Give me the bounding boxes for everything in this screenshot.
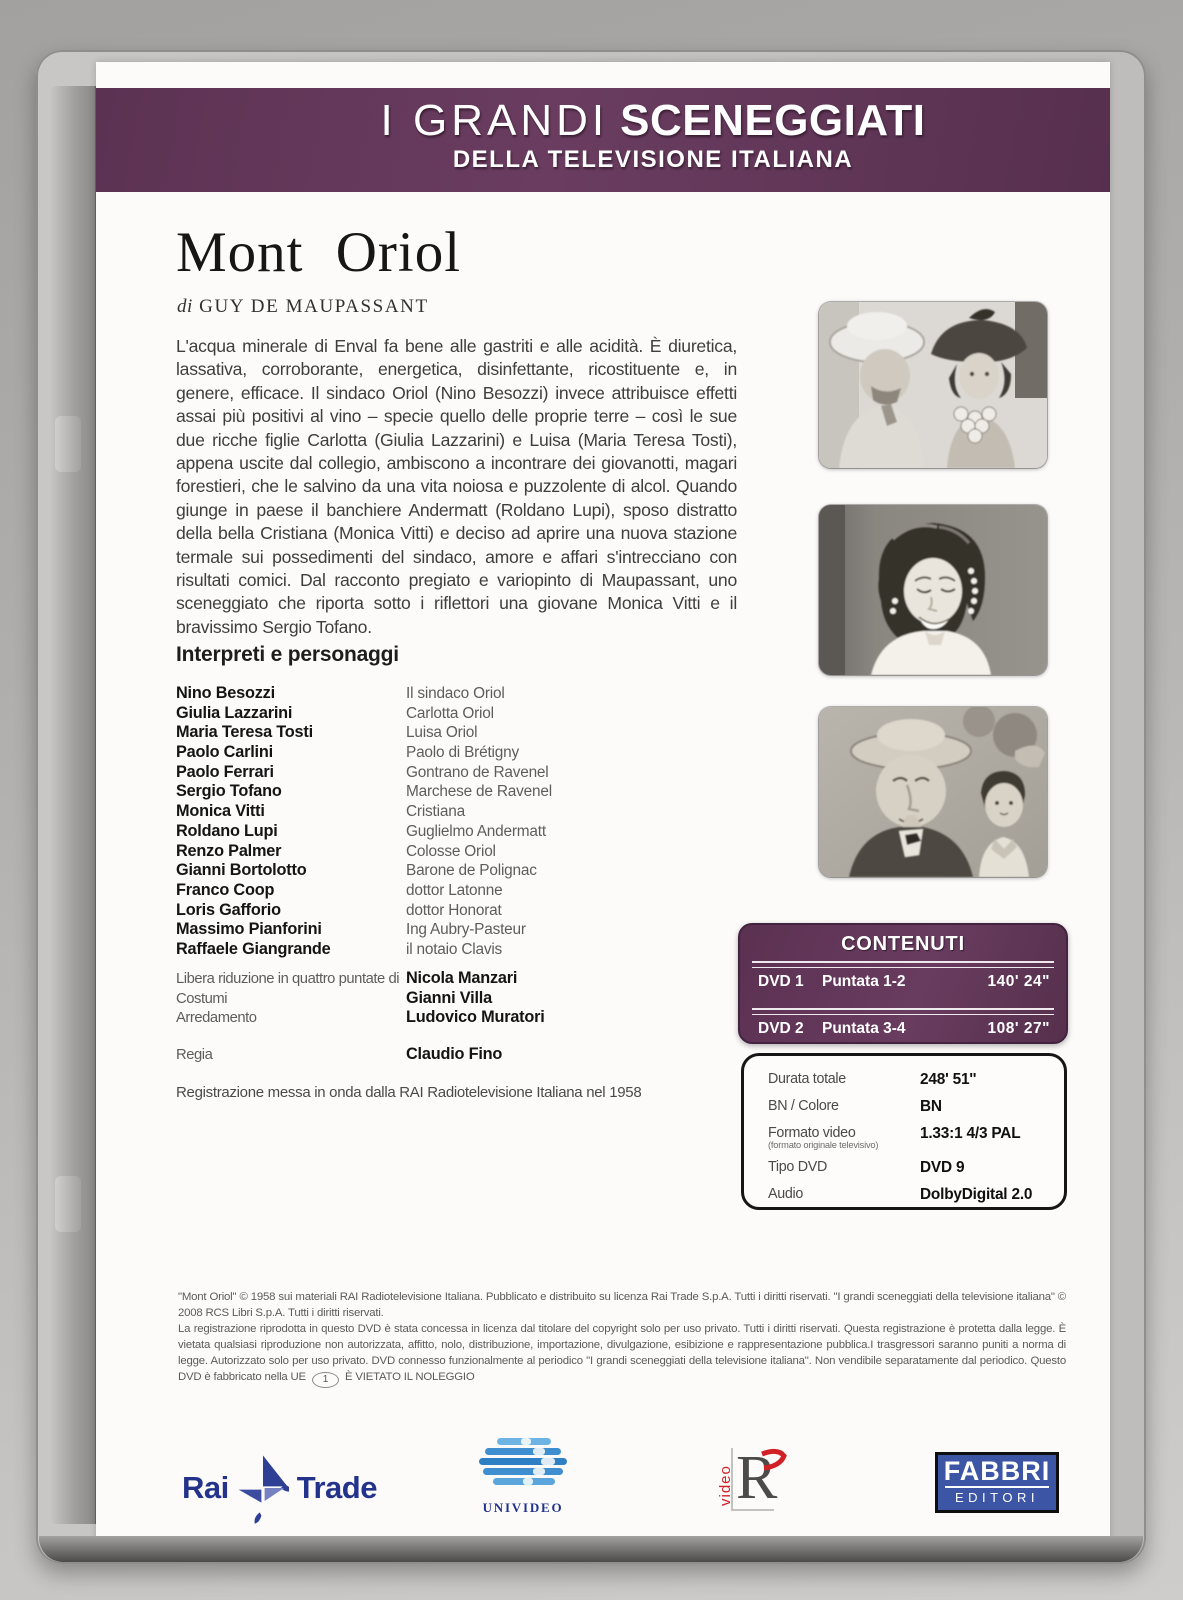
editori-wordmark: EDITORI [955, 1489, 1039, 1505]
series-banner [96, 88, 1110, 192]
photo-still-couple [819, 302, 1047, 468]
cast-row [176, 920, 552, 940]
character-name: Guglielmo Andermatt [406, 822, 546, 840]
cast-heading: Interpreti e personaggi [176, 643, 399, 666]
crew-role-label: Costumi [176, 990, 228, 1007]
crew-person-name: Gianni Villa [406, 988, 492, 1007]
divider [752, 1008, 1054, 1015]
character-name: Paolo di Brétigny [406, 744, 519, 762]
contents-row [740, 968, 1066, 991]
cast-row [176, 763, 552, 783]
spec-value: DolbyDigital 2.0 [920, 1186, 1033, 1203]
contents-duration: 108' 27" [987, 1020, 1050, 1037]
crew-row [176, 969, 545, 989]
photo-still-actors [819, 707, 1047, 877]
cast-row [176, 901, 552, 921]
specs-box [741, 1053, 1067, 1210]
actor-name: Paolo Ferrari [176, 762, 274, 781]
spec-label: BN / Colore [768, 1098, 839, 1114]
video-rai-logo [718, 1440, 798, 1519]
crew-person-name: Ludovico Muratori [406, 1008, 545, 1027]
legal-text [178, 1290, 1066, 1388]
univideo-wordmark: UNIVIDEO [482, 1500, 564, 1515]
character-name: Carlotta Oriol [406, 704, 494, 722]
video-wordmark: video [718, 1465, 734, 1506]
cast-row [176, 861, 552, 881]
fabbri-wordmark: FABBRI [943, 1456, 1051, 1486]
spec-label: Audio [768, 1186, 804, 1202]
actor-name: Franco Coop [176, 880, 275, 899]
character-name: dottor Honorat [406, 901, 502, 919]
cast-row [176, 723, 552, 743]
trade-wordmark: Trade [296, 1470, 377, 1505]
crew-role-label: Libera riduzione in quattro puntate di [176, 971, 400, 987]
contents-episodes: Puntata 1-2 [822, 973, 906, 990]
film-title: Mont Oriol [176, 221, 462, 284]
series-title-bold: SCENEGGIATI [620, 96, 926, 145]
cast-row [176, 842, 552, 862]
contents-episodes: Puntata 3-4 [822, 1020, 906, 1037]
character-name: Marchese de Ravenel [406, 783, 552, 801]
spec-row [744, 1186, 1064, 1204]
author-name: GUY DE MAUPASSANT [199, 296, 429, 317]
spec-row [744, 1071, 1064, 1089]
actor-name: Nino Besozzi [176, 684, 275, 702]
crew-person-name: Nicola Manzari [406, 969, 518, 987]
spec-value: BN [920, 1098, 942, 1115]
crew-row [176, 1008, 545, 1028]
author-line [177, 296, 429, 318]
dvd-case [36, 50, 1146, 1564]
fabbri-divider [945, 1486, 1049, 1488]
contents-box [738, 923, 1068, 1044]
contents-disc: DVD 1 [758, 973, 804, 990]
character-name: il notaio Clavis [406, 940, 503, 958]
cast-row [176, 822, 552, 842]
character-name: Ing Aubry-Pasteur [406, 921, 526, 939]
director-name: Claudio Fino [406, 1045, 503, 1063]
character-name: Cristiana [406, 803, 465, 821]
legal-paragraph-1: "Mont Oriol" © 1958 sui materiali RAI Radiotelevisione Italiana. Pubblicato e distribuito su licenza Rai Trade S.p.A. Tutti i diritti riservati. "I grandi sceneggiati della televisione italiana" © 2008 RCS Libri S.p.A. Tutti i diritti riservati. [178, 1291, 1066, 1319]
contents-duration: 140' 24" [987, 973, 1050, 990]
spec-row [744, 1098, 1064, 1116]
actor-name: Loris Gafforio [176, 900, 281, 919]
spec-label: Formato video (formato originale televisivo) [768, 1125, 920, 1150]
cast-list [176, 684, 552, 960]
rental-notice: È VIETATO IL NOLEGGIO [344, 1370, 475, 1383]
rai-wordmark: Rai [182, 1470, 229, 1505]
actor-name: Massimo Pianforini [176, 920, 322, 939]
spec-label: Durata totale [768, 1071, 846, 1087]
actor-name: Roldano Lupi [176, 821, 278, 840]
actor-name: Gianni Bortolotto [176, 861, 307, 880]
contents-disc: DVD 2 [758, 1020, 804, 1037]
crew-role-label: Arredamento [176, 1010, 257, 1027]
photo-still-actress [819, 505, 1047, 675]
cast-row [176, 743, 552, 763]
spec-value: 1.33:1 4/3 PAL [920, 1125, 1021, 1142]
series-subtitle: DELLA TELEVISIONE ITALIANA [452, 146, 854, 173]
contents-title: CONTENUTI [841, 933, 965, 955]
director-label: Regia [176, 1047, 213, 1063]
crew-row [176, 989, 545, 1009]
spec-value: DVD 9 [920, 1159, 965, 1176]
spec-label: Tipo DVD [768, 1159, 828, 1175]
case-spine [49, 86, 97, 1524]
ue-mark-badge: 1 [312, 1372, 339, 1388]
character-name: dottor Latonne [406, 881, 503, 899]
character-name: Il sindaco Oriol [406, 685, 505, 702]
crew-list [176, 969, 545, 1028]
actor-name: Paolo Carlini [176, 743, 273, 762]
rai-trade-logo [182, 1450, 377, 1526]
actor-name: Giulia Lazzarini [176, 703, 293, 722]
series-title-light: I GRANDI [380, 96, 609, 145]
divider [752, 961, 1054, 968]
cast-row [176, 704, 552, 724]
series-title [196, 97, 1110, 145]
author-prefix: di [177, 296, 193, 317]
character-name: Barone de Polignac [406, 862, 537, 880]
actor-name: Renzo Palmer [176, 841, 282, 860]
cast-row [176, 940, 552, 960]
spec-sublabel: (formato originale televisivo) [768, 1140, 879, 1150]
cast-row [176, 782, 552, 802]
broadcast-note: Registrazione messa in onda dalla RAI Radiotelevisione Italiana nel 1958 [176, 1084, 642, 1101]
spec-row [744, 1159, 1064, 1177]
cast-row [176, 802, 552, 822]
legal-paragraph-2: La registrazione riprodotta in questo DVD è stata concessa in licenza dal titolare del copyright solo per uso privato. Tutti i diritti riservati. Questa registrazione è protetta dalla legge. È vietata qualsiasi riproduzione non autorizzata, affitto, nolo, distribuzione, importazione, divulgazione, esibizione e rappresentazione pubblica.I trasgressori saranno puniti a norma di legge. Autorizzato solo per uso privato. DVD connesso funzionalmente al periodico "I grandi sceneggiati della televisione italiana". Non vendibile separatamente dal periodico. Questo DVD è fabbricato nella UE 1 È VIETATO IL NOLEGGIO [178, 1322, 1066, 1388]
r-mark: R [736, 1444, 778, 1512]
cast-row [176, 684, 552, 704]
director-row [176, 1045, 502, 1065]
actor-name: Maria Teresa Tosti [176, 723, 313, 742]
actor-name: Sergio Tofano [176, 782, 282, 801]
cover-insert [96, 62, 1110, 1540]
actor-name: Raffaele Giangrande [176, 939, 331, 958]
case-bottom-edge [39, 1536, 1143, 1562]
spec-row [744, 1125, 1064, 1150]
spec-value: 248' 51'' [920, 1071, 977, 1088]
synopsis-text: L'acqua minerale di Enval fa bene alle gastriti e alle acidità. È diuretica, lassativa, corroborante, energetica, disinfettante, ricostituente e, in genere, efficace. Il sindaco Oriol (Nino Besozzi) invece attribuisce effetti assai più positivi al vino – specie quello delle proprie terre – così le sue due ricche figlie Carlotta (Giulia Lazzarini) e Luisa (Maria Teresa Tosti), appena uscite dal collegio, ambiscono a incontrare dei giovanotti, magari forestieri, che le salvino da una vita noiosa e puzzolente di alcol. Quando giunge in paese il banchiere Andermatt (Roldano Lupi), sposo distratto della bella Cristiana (Monica Vitti) e deciso ad aprire una nuova stazione termale sui possedimenti del sindaco, amore e affari s'intrecciano con risultati comici. Dal racconto pregiato e variopinto di Maupassant, uno sceneggiato che riporta sotto i riflettori una giovane Monica Vitti e il bravissimo Sergio Tofano. [176, 336, 737, 637]
rai-pinwheel-icon [237, 1450, 289, 1526]
spine-clip [55, 416, 81, 472]
character-name: Luisa Oriol [406, 724, 478, 742]
contents-row [740, 1015, 1066, 1038]
cast-row [176, 881, 552, 901]
character-name: Colosse Oriol [406, 842, 496, 860]
fabbri-editori-logo [935, 1452, 1059, 1513]
character-name: Gontrano de Ravenel [406, 763, 549, 781]
univideo-globe-icon [475, 1436, 571, 1494]
univideo-logo [473, 1436, 573, 1516]
actor-name: Monica Vitti [176, 802, 265, 821]
spine-clip [55, 1176, 81, 1232]
